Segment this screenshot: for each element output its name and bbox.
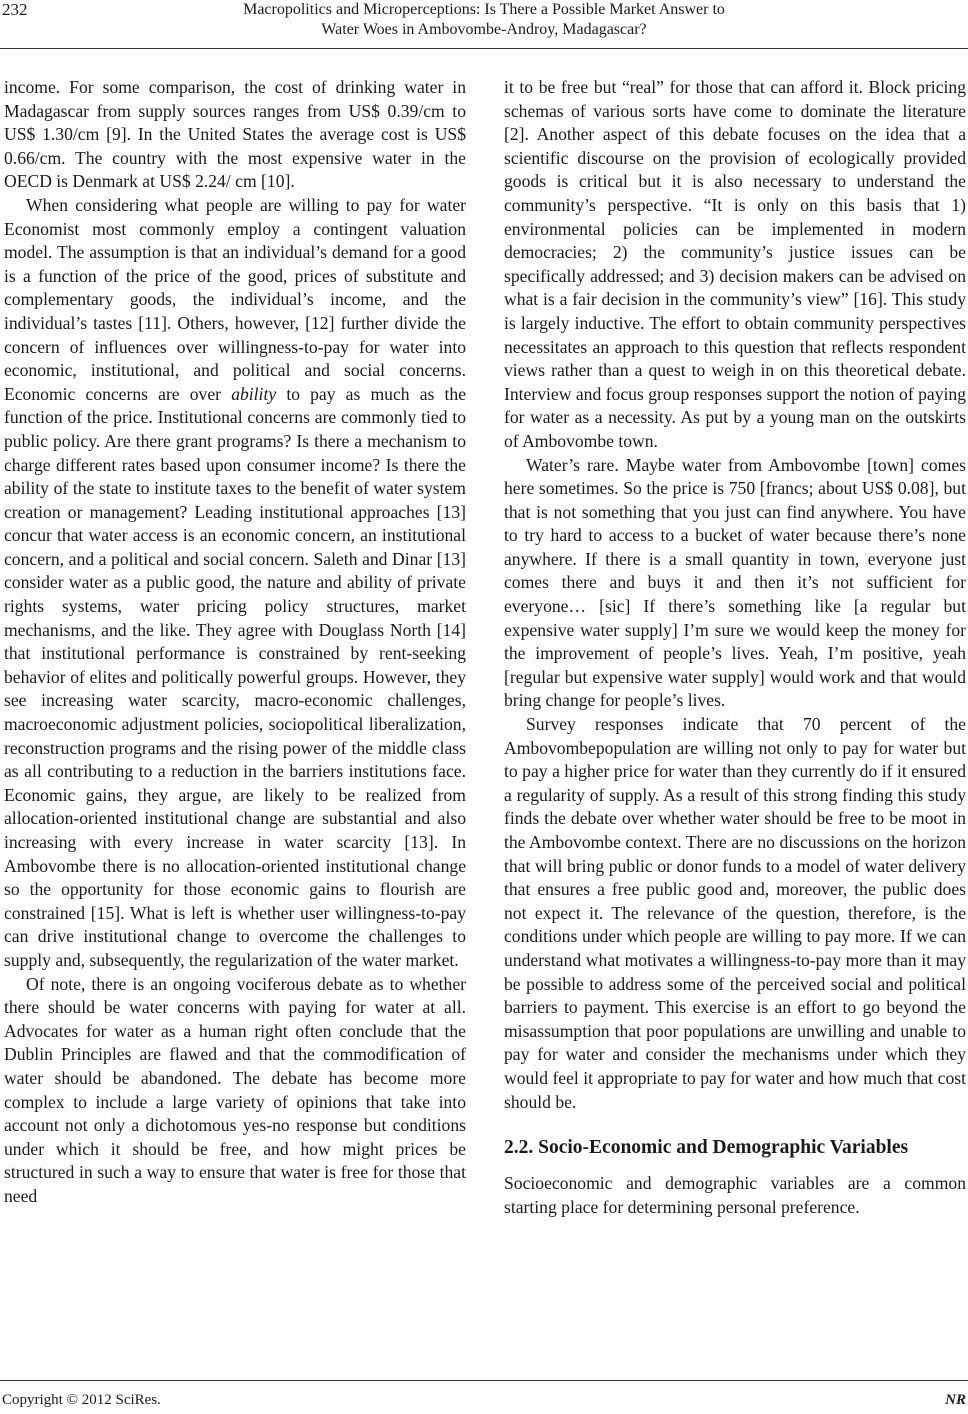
footer-rule — [0, 1380, 968, 1381]
running-title — [0, 0, 968, 40]
page-header — [0, 0, 968, 52]
paragraph-text: to pay as much as the function of the price. Institutional concerns are commonly tied to public policy. Are there grant programs? Is there a mechanism to charge different rates based upon consumer income? Is there the ability of the state to institute taxes to the benefit of water system creation or management? Leading institutional approaches [13] concur that water access is an economic concern, an institutional concern, and a political and social concern. Saleth and Dinar [13] consider water as a public good, the nature and ability of private rights systems, water pricing policy structures, market mechanisms, and the like. They agree with Douglass North [14] that institutional performance is constrained by rent-seeking behavior of elites and politically powerful groups. However, they see increasing water scarcity, macro-economic challenges, macroeconomic adjustment policies, sociopolitical liberalization, reconstruction programs and the rising power of the middle class as all contributing to a reduction in the barriers institutions face. Economic gains, they argue, are likely to be realized from allocation-oriented institutional change are substantial and also increasing with every increase in water scarcity [13]. In Ambovombe there is no allocation-oriented institutional change so the opportunity for those economic gains to flourish are constrained [15]. What is left is whether user willingness-to-pay can drive institutional change to overcome the challenges to supply and, subsequently, the regularization of the water market. — [4, 383, 467, 970]
running-title-line-2: Water Woes in Ambovombe-Androy, Madagascar? — [321, 21, 647, 38]
interview-quote: Water’s rare. Maybe water from Ambovombe [town] comes here sometimes. So the price is 750 [francs; about US$ 0.08], but that is not something that you just can find anywhere. You have to try hard to access to a bucket of water because there’s none anywhere. If there is a small quantity in town, everyone just comes there and buys it and then it’s not sufficient for everyone… [sic] If there’s something like [a regular but expensive water supply] I’m sure we would keep the money for the improvement of people’s lives. Yeah, I’m positive, yeah [regular but expensive water supply] would work and that would bring change for people’s lives. — [504, 454, 966, 711]
paragraph — [4, 194, 466, 973]
page-footer — [0, 1380, 968, 1410]
paragraph: Socioeconomic and demographic variables are a common starting place for determining personal preference. — [504, 1173, 966, 1217]
emphasis-text: ability — [231, 383, 277, 404]
paragraph-text: When considering what people are willing to pay for water Economist most commonly employ a contingent valuation model. The assumption is that an individual’s demand for a good is a function of the price of the good, prices of substitute and complementary goods, the individual’s income, and the individual’s tastes [11]. Others, however, [12] further divide the concern of influences over willingness-to-pay for water into economic, institutional, and political and social concerns. Economic concerns are over — [4, 194, 466, 404]
section-heading: 2.2. Socio-Economic and Demographic Variables — [504, 1137, 909, 1159]
header-rule — [0, 48, 968, 49]
paragraph: income. For some comparison, the cost of drinking water in Madagascar from supply sources ranges from US$ 0.39/cm to US$ 1.30/cm [9]. In the United States the average cost is US$ 0.66/cm. The country with the most expensive water in the OECD is Denmark at US$ 2.24/ cm [10]. — [4, 77, 466, 192]
copyright-notice: Copyright © 2012 SciRes. — [2, 1392, 161, 1408]
left-column — [4, 76, 466, 1209]
paragraph: it to be free but “real” for those that can afford it. Block pricing schemas of various sorts have come to dominate the literature [2]. Another aspect of this debate focuses on the idea that a scientific discourse on the provision of ecologically provided goods is critical but it is also necessary to understand the community’s perspective. “It is only on this basis that 1) environmental policies can be implemented in modern democracies; 2) the community’s justice issues can be specifically addressed; and 3) decision makers can be advised on what is a fair decision in the community’s view” [16]. This study is largely inductive. The effort to obtain community perspectives necessitates an approach to this question that reflects respondent views rather than a quest to weigh in on this theoretical debate. Interview and focus group responses support the notion of paying for water as a necessity. As put by a young man on the outskirts of Ambovombe town. — [504, 77, 966, 451]
right-column — [504, 76, 966, 1219]
paragraph: Of note, there is an ongoing vociferous debate as to whether there should be water concerns with paying for water at all. Advocates for water as a human right often conclude that the Dublin Principles are flawed and that the commodification of water should be abandoned. The debate has become more complex to include a large variety of opinions that take into account not only a dichotomous yes-no response but conditions under which it should be free, and how might prices be structured in such a way to ensure that water is free for those that need — [4, 973, 466, 1206]
page-number: 232 — [2, 0, 28, 19]
journal-abbreviation: NR — [945, 1392, 966, 1408]
running-title-line-1: Macropolitics and Microperceptions: Is There a Possible Market Answer to — [243, 1, 725, 18]
paragraph: Survey responses indicate that 70 percent of the Ambovombepopulation are willing not only to pay for water but to pay a higher price for water than they currently do if it ensured a regularity of supply. As a result of this strong finding this study finds the debate over whether water should be free to be moot in the Ambovombe context. There are no discussions on the horizon that will bring public or donor funds to a model of water delivery that ensures a free public good and, moreover, the public does not expect it. The relevance of the question, therefore, is the conditions under which people are willing to pay more. If we can understand what motivates a willingness-to-pay more than it may be possible to address some of the perceived social and political barriers to payment. This exercise is an effort to go beyond the misassumption that poor populations are unwilling and unable to pay for water and consider the mechanisms under which they would feel it appropriate to pay for water and how much that cost should be. — [504, 714, 966, 1112]
